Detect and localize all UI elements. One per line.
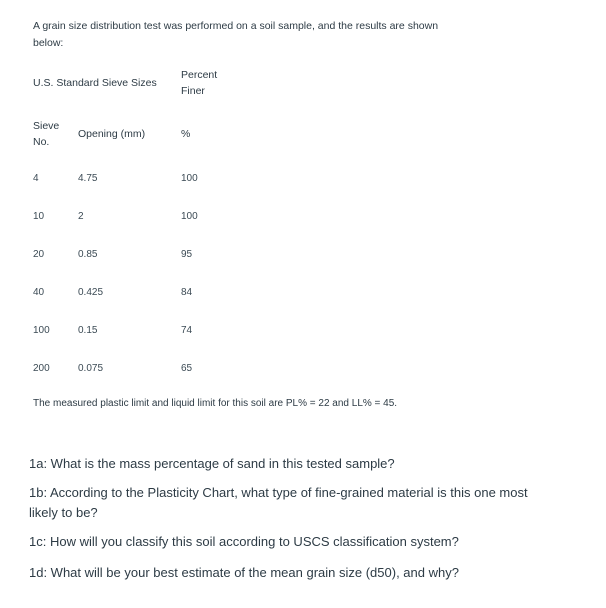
percent-value: 74 <box>181 325 193 336</box>
intro-text: A grain size distribution test was performed on a soil sample, and the results are shown below: <box>33 20 439 49</box>
header-percent: Percent <box>181 69 218 81</box>
opening-value: 0.425 <box>78 287 104 298</box>
column-percent-label: % <box>181 128 191 140</box>
header-finer: Finer <box>181 85 205 97</box>
percent-value: 100 <box>181 173 198 184</box>
sieve-number: 40 <box>33 287 45 298</box>
sieve-number: 4 <box>33 173 39 184</box>
opening-value: 0.075 <box>78 363 104 374</box>
question-1a: 1a: What is the mass percentage of sand in this tested sample? <box>29 456 395 471</box>
percent-value: 95 <box>181 249 193 260</box>
sieve-number: 20 <box>33 249 45 260</box>
limits-text: The measured plastic limit and liquid limit for this soil are PL% = 22 and LL% = 45. <box>33 398 398 409</box>
column-no-label: No. <box>33 136 50 148</box>
column-sieve-label: Sieve <box>33 120 60 132</box>
header-sieve-sizes: U.S. Standard Sieve Sizes <box>33 77 157 89</box>
question-1d: 1d: What will be your best estimate of the mean grain size (d50), and why? <box>29 565 459 580</box>
opening-value: 4.75 <box>78 173 98 184</box>
opening-value: 0.85 <box>78 249 98 260</box>
percent-value: 100 <box>181 211 198 222</box>
percent-value: 84 <box>181 287 193 298</box>
question-1b: 1b: According to the Plasticity Chart, what type of fine-grained material is this one most likely to be? <box>29 485 528 520</box>
sieve-number: 200 <box>33 363 50 374</box>
sieve-number: 100 <box>33 325 50 336</box>
column-opening-label: Opening (mm) <box>78 128 146 140</box>
question-1c: 1c: How will you classify this soil according to USCS classification system? <box>29 534 459 549</box>
sieve-number: 10 <box>33 211 45 222</box>
percent-value: 65 <box>181 363 193 374</box>
opening-value: 0.15 <box>78 325 98 336</box>
opening-value: 2 <box>78 211 84 222</box>
